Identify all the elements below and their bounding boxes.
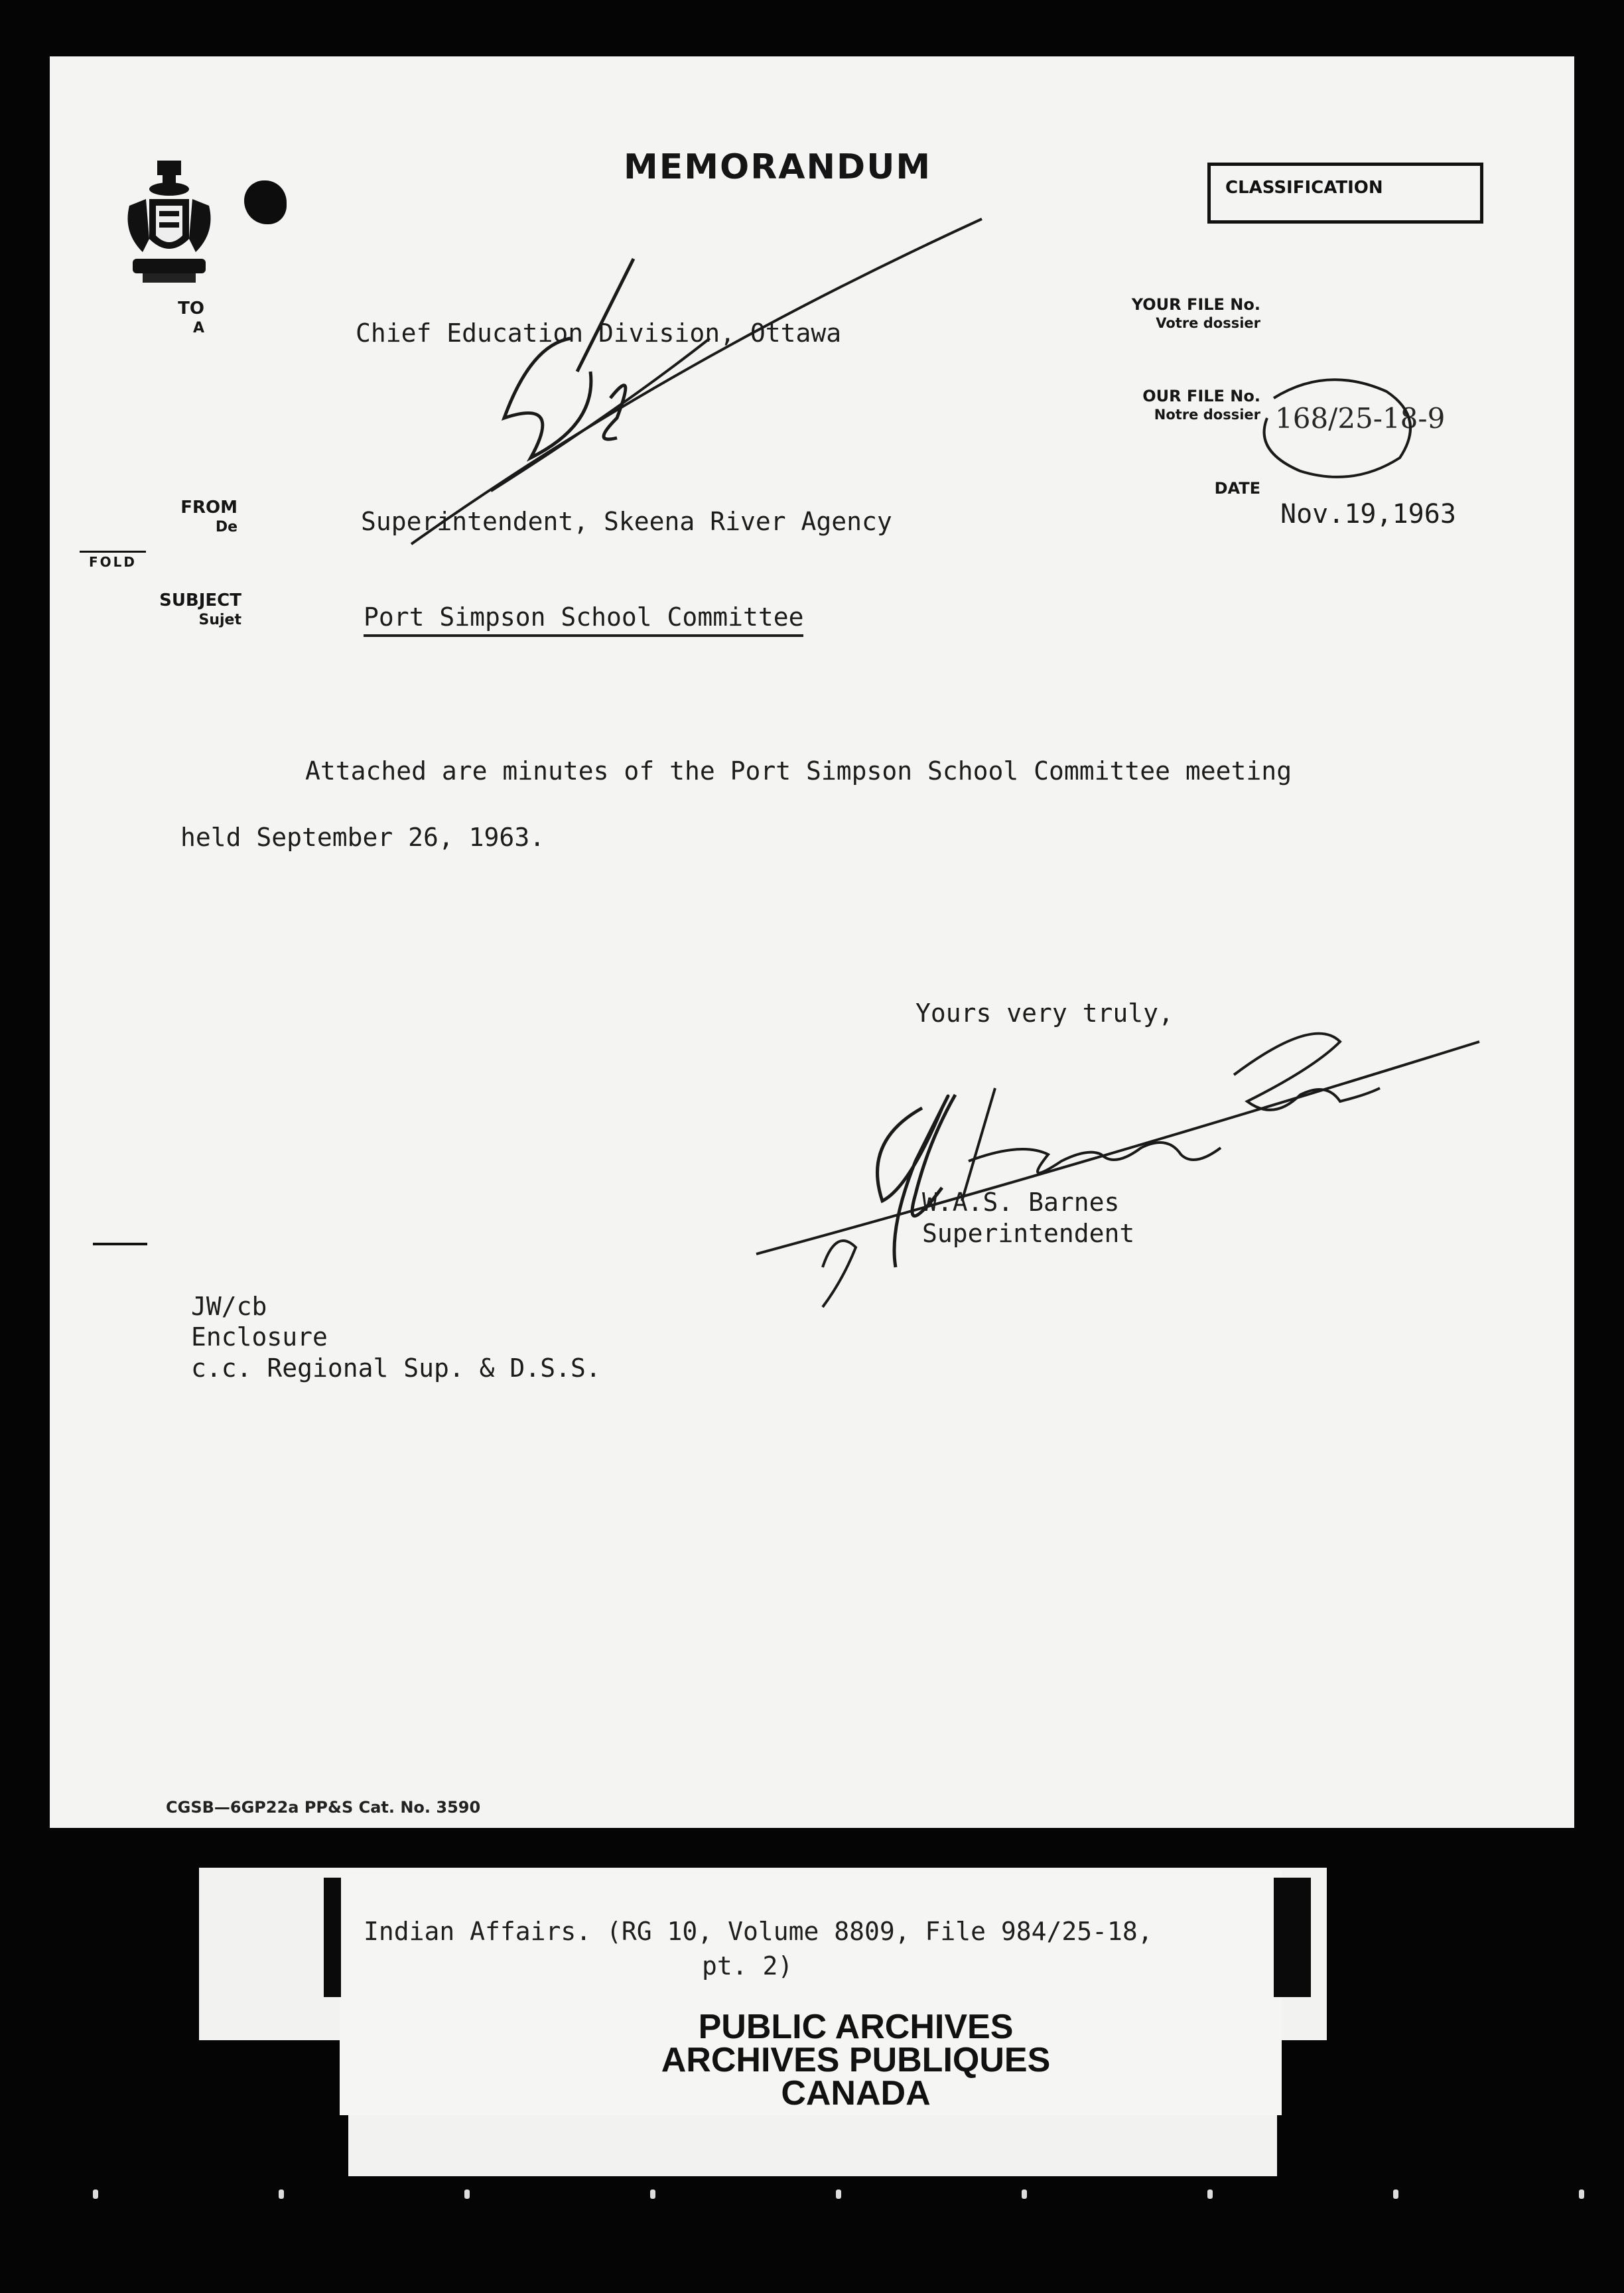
our-file-label: OUR FILE No. Notre dossier	[1142, 387, 1260, 423]
film-speck	[279, 2189, 284, 2199]
your-file-label: YOUR FILE No. Votre dossier	[1131, 295, 1260, 331]
archives-line-1: PUBLIC ARCHIVES	[698, 2008, 1014, 2046]
label-tab-left	[324, 1878, 341, 1997]
closing: Yours very truly,	[915, 999, 1174, 1028]
film-speck	[1022, 2189, 1027, 2199]
film-speck	[836, 2189, 841, 2199]
signer-title: Superintendent	[922, 1219, 1135, 1248]
file-number-circle	[1254, 372, 1426, 484]
cc-line: c.c. Regional Sup. & D.S.S.	[191, 1354, 601, 1383]
from-label: FROM De	[180, 498, 237, 535]
initials-line: JW/cb	[191, 1292, 267, 1321]
our-file-value: 168/25-18-9	[1275, 402, 1446, 435]
ink-blot	[244, 180, 287, 224]
body-line-2: held September 26, 1963.	[180, 823, 545, 852]
to-label: TO A	[178, 299, 204, 336]
archive-reference-line-2: pt. 2)	[702, 1951, 793, 1980]
signer-name: W.A.S. Barnes	[922, 1188, 1120, 1217]
label-tab-right	[1274, 1878, 1311, 1997]
classification-box	[1207, 163, 1483, 224]
fold-label: FOLD	[80, 551, 146, 570]
coat-of-arms-icon	[123, 159, 216, 285]
film-edge	[0, 2189, 1624, 2203]
film-speck	[93, 2189, 98, 2199]
film-speck	[464, 2189, 470, 2199]
body-line-1: Attached are minutes of the Port Simpson School Committee meeting	[305, 756, 1292, 786]
from-value: Superintendent, Skeena River Agency	[361, 507, 892, 536]
film-speck	[1579, 2189, 1584, 2199]
film-speck	[1207, 2189, 1213, 2199]
form-number: CGSB—6GP22a PP&S Cat. No. 3590	[166, 1798, 481, 1817]
archives-stamp	[504, 2008, 1207, 2113]
archive-reference-line-1: Indian Affairs. (RG 10, Volume 8809, File 984/25-18,	[364, 1917, 1153, 1946]
date-value: Nov.19,1963	[1280, 499, 1456, 529]
classification-label: CLASSIFICATION	[1225, 178, 1383, 198]
handwritten-signature	[743, 989, 1493, 1314]
enclosure-line: Enclosure	[191, 1322, 328, 1352]
memo-title: MEMORANDUM	[624, 147, 932, 187]
subject-label: SUBJECT Sujet	[159, 591, 241, 628]
archives-line-2: ARCHIVES PUBLIQUES	[661, 2041, 1051, 2079]
subject-value: Port Simpson School Committee	[364, 602, 803, 637]
film-speck	[650, 2189, 655, 2199]
initials-scribble	[398, 199, 995, 571]
film-speck	[1393, 2189, 1398, 2199]
date-label: DATE	[1214, 479, 1260, 498]
to-value: Chief Education Division, Ottawa	[356, 318, 842, 348]
margin-tick	[93, 1243, 147, 1245]
archives-line-3: CANADA	[781, 2074, 931, 2113]
